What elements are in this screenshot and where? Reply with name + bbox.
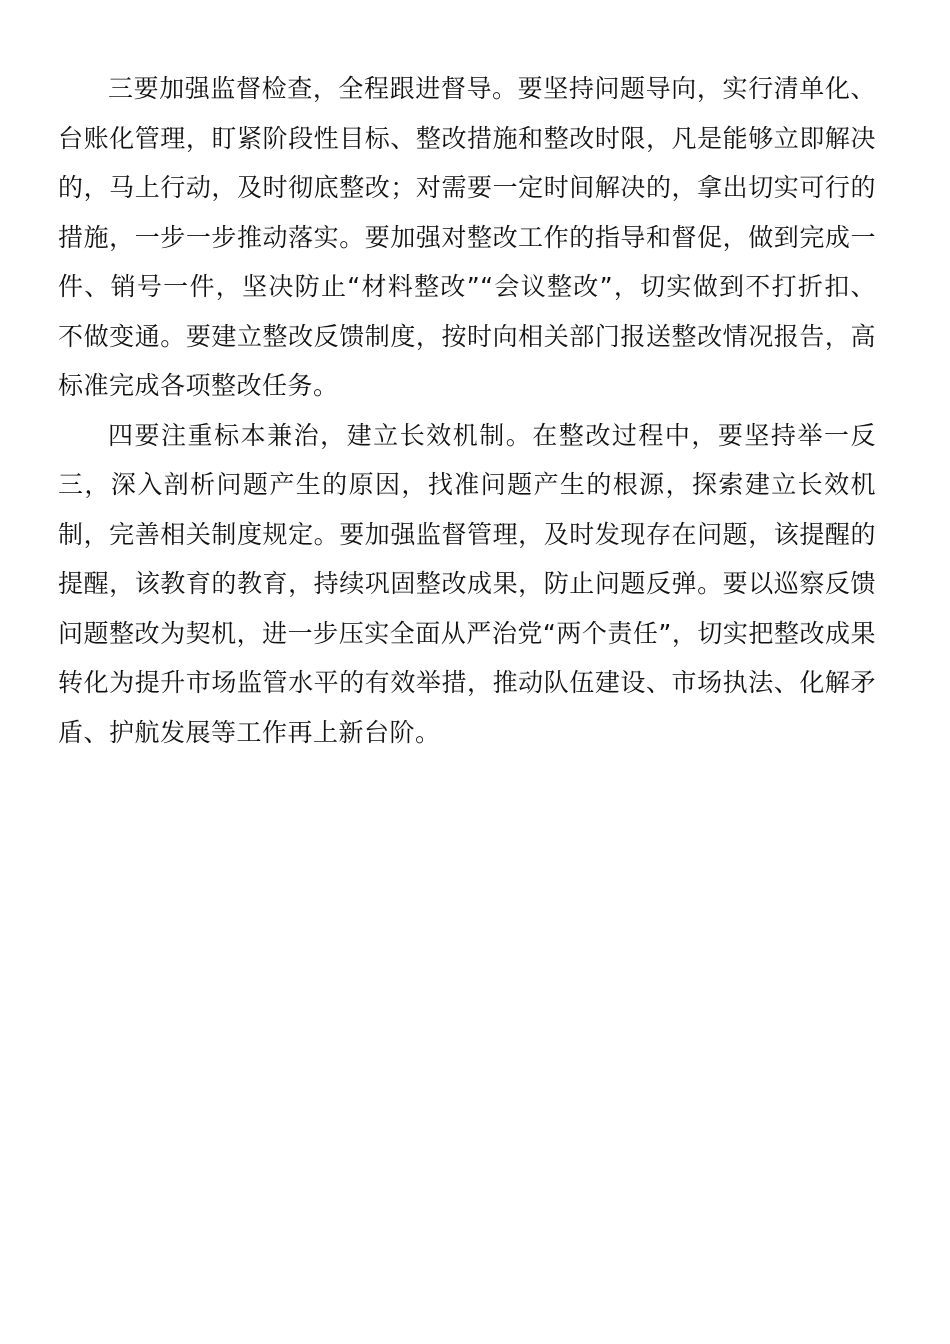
paragraph-4-long-term-mechanism: 四要注重标本兼治，建立长效机制。在整改过程中，要坚持举一反三，深入剖析问题产生的原因，找准问题产生的根源，探索建立长效机制，完善相关制度规定。要加强监督管理，及时发现存在问题，该提醒的提醒，该教育的教育，持续巩固整改成果，防止问题反弹。要以巡察反馈问题整改为契机，进一步压实全面从严治党“两个责任”，切实把整改成果转化为提升市场监管水平的有效举措，推动队伍建设、市场执法、化解矛盾、护航发展等工作再上新台阶。 (58, 420, 876, 747)
document-body (58, 64, 876, 757)
paragraph-3-supervision: 三要加强监督检查，全程跟进督导。要坚持问题导向，实行清单化、台账化管理，盯紧阶段性目标、整改措施和整改时限，凡是能够立即解决的，马上行动，及时彻底整改；对需要一定时间解决的，拿出切实可行的措施，一步一步推动落实。要加强对整改工作的指导和督促，做到完成一件、销号一件，坚决防止“材料整改”“会议整改”，切实做到不打折扣、不做变通。要建立整改反馈制度，按时向相关部门报送整改情况报告，高标准完成各项整改任务。 (58, 74, 876, 400)
